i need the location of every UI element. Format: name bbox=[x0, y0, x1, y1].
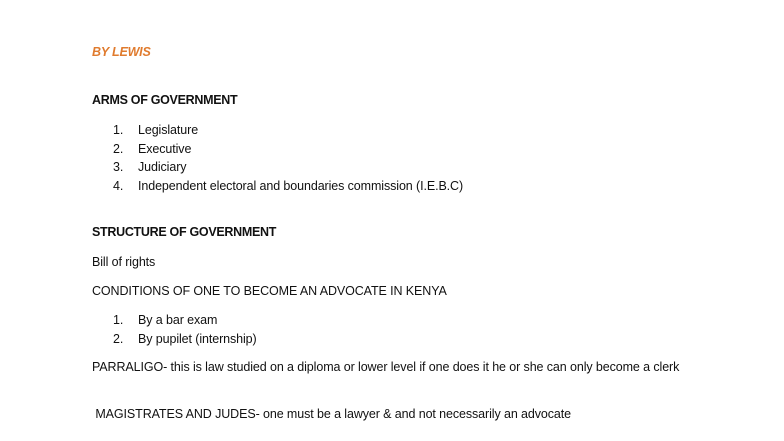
list-text: By a bar exam bbox=[138, 313, 218, 327]
list-text: Legislature bbox=[138, 123, 199, 137]
list-number: 2. bbox=[113, 141, 124, 156]
list-text: Executive bbox=[138, 141, 192, 156]
list-number: 1. bbox=[113, 123, 124, 137]
list-number: 3. bbox=[113, 160, 124, 174]
list-number: 2. bbox=[113, 331, 124, 346]
list-text: By pupilet (internship) bbox=[138, 331, 257, 346]
structure-heading: STRUCTURE OF GOVERNMENT bbox=[92, 225, 277, 239]
magistrates-paragraph: MAGISTRATES AND JUDES- one must be a lawyer & and not necessarily an advocate bbox=[92, 407, 571, 421]
list-text: Judiciary bbox=[138, 160, 187, 174]
author-line: BY LEWIS bbox=[92, 45, 151, 59]
paralegal-paragraph: PARRALIGO- this is law studied on a diploma or lower level if one does it he or she can only become a clerk bbox=[92, 360, 680, 374]
arms-heading: ARMS OF GOVERNMENT bbox=[92, 93, 238, 107]
list-number: 1. bbox=[113, 313, 124, 327]
bill-of-rights-text: Bill of rights bbox=[92, 255, 156, 269]
list-number: 4. bbox=[113, 178, 124, 193]
conditions-heading: CONDITIONS OF ONE TO BECOME AN ADVOCATE IN KENYA bbox=[92, 284, 447, 298]
list-text: Independent electoral and boundaries commission (I.E.B.C) bbox=[138, 178, 464, 193]
